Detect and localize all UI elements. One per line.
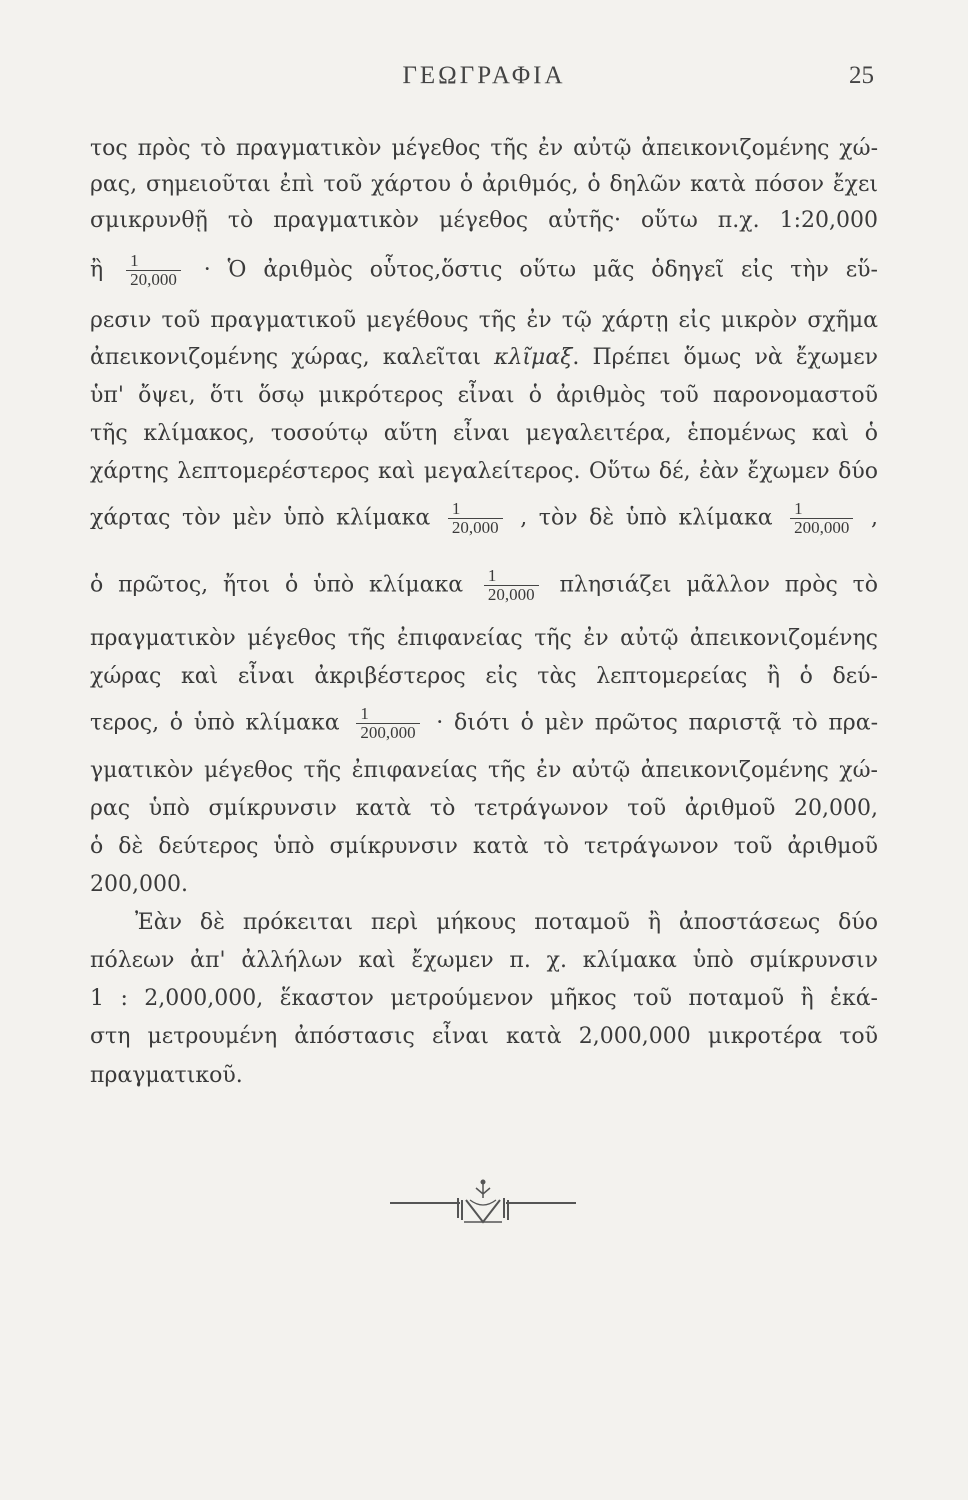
text-line: χώρας καὶ εἶναι ἀκριβέστερος εἰς τὰς λεπτομερείας ἢ ὁ δεύ- [90,664,878,689]
text-line: 200,000. [90,872,188,897]
text-line: χάρτης λεπτομερέστερος καὶ μεγαλείτερος. Οὕτω δέ, ἐὰν ἔχωμεν δύο [90,459,878,484]
text-line: πόλεων ἀπ' ἀλλήλων καὶ ἔχωμεν π. χ. κλίμακα ὑπὸ σμίκρυνσιν [90,948,878,973]
text-line: τος πρὸς τὸ πραγματικὸν μέγεθος τῆς ἐν αὐτῷ ἀπεικονιζομένης χώ- [90,136,878,161]
ornament-icon [388,1170,578,1240]
text-line: 1 : 2,000,000, ἕκαστον μετρούμενον μῆκος τοῦ ποταμοῦ ἢ ἑκά- [90,986,878,1011]
text-line: ρας, σημειοῦται ἐπὶ τοῦ χάρτου ὁ ἀριθμός, ὁ δηλῶν κατὰ πόσον ἔχει [90,172,878,197]
text-line: στη μετρουμένη ἀπόστασις εἶναι κατὰ 2,000,000 μικροτέρα τοῦ [90,1024,878,1049]
fraction: $\frac{1}{20,000}$ [484,567,539,604]
running-head-title: ΓΕΩΓΡΑΦΙΑ [402,62,566,89]
text-line: ρας ὑπὸ σμίκρυνσιν κατὰ τὸ τετράγωνον τοῦ ἀριθμοῦ 20,000, [90,796,878,821]
fraction: $\frac{1}{20,000}$ [448,500,503,537]
text-line-with-fraction: ἢ $\frac{1}{20,000}$ · Ὁ ἀριθμὸς οὗτος,ὅστις οὕτω μᾶς ὁδηγεῖ εἰς τὴν εὕ- [90,251,878,289]
text-line-with-fraction: ὁ πρῶτος, ἤτοι ὁ ὑπὸ κλίμακα $\frac{1}{20,000}$ πλησιάζει μᾶλλον πρὸς τὸ [90,566,879,604]
term-klimax: κλῖμαξ [494,345,573,370]
text-line: πραγματικοῦ. [90,1063,243,1088]
text-line: πραγματικὸν μέγεθος τῆς ἐπιφανείας τῆς ἐν αὐτῷ ἀπεικονιζομένης [90,626,878,651]
fraction: $\frac{1}{20,000}$ [126,252,181,289]
fraction: $\frac{1}{200,000}$ [356,705,419,742]
text-line: ὁ δὲ δεύτερος ὑπὸ σμίκρυνσιν κατὰ τὸ τετράγωνον τοῦ ἀριθμοῦ [90,834,878,859]
text-line-with-fractions: χάρτας τὸν μὲν ὑπὸ κλίμακα $\frac{1}{20,000}$ , τὸν δὲ ὑπὸ κλίμακα $\frac{1}{200,000}$ , [90,499,878,537]
paragraph-start-line: Ἐὰν δὲ πρόκειται περὶ μήκους ποταμοῦ ἢ ἀποστάσεως δύο [135,910,878,935]
page-number: 25 [849,62,874,89]
fraction: $\frac{1}{200,000}$ [790,500,853,537]
text-line: γματικὸν μέγεθος τῆς ἐπιφανείας τῆς ἐν αὐτῷ ἀπεικονιζομένης χώ- [90,758,878,783]
text-line: ὑπ' ὄψει, ὅτι ὅσῳ μικρότερος εἶναι ὁ ἀριθμὸς τοῦ παρονομαστοῦ [90,383,878,408]
text-line: τῆς κλίμακος, τοσούτῳ αὕτη εἶναι μεγαλειτέρα, ἑπομένως καὶ ὁ [90,421,878,446]
text-line: ρεσιν τοῦ πραγματικοῦ μεγέθους τῆς ἐν τῷ χάρτῃ εἰς μικρὸν σχῆμα [90,308,878,333]
text-line: ἀπεικονιζομένης χώρας, καλεῖται κλῖμαξ. Πρέπει ὅμως νὰ ἔχωμεν [90,345,878,370]
text-line-with-fraction: τερος, ὁ ὑπὸ κλίμακα $\frac{1}{200,000}$ · διότι ὁ μὲν πρῶτος παριστᾷ τὸ πρα- [90,704,878,742]
text-line: σμικρυνθῇ τὸ πραγματικὸν μέγεθος αὐτῆς· οὕτω π.χ. 1:20,000 [90,208,878,233]
